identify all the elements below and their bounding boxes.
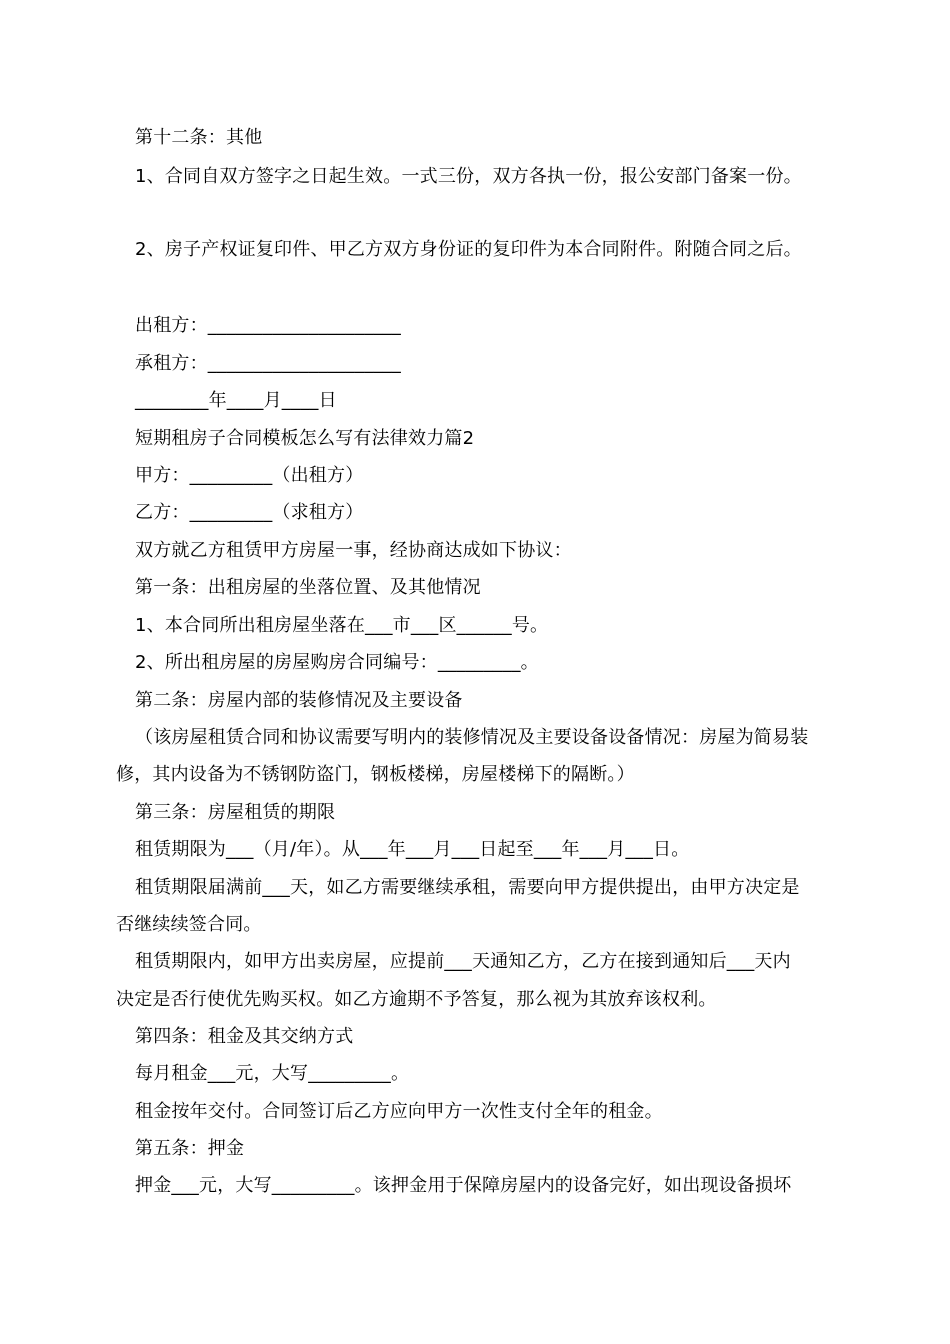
clause-3-term: 租赁期限为___（月/年）。从___年___月___日起至___年___月___日。 <box>135 839 690 860</box>
clause-1-2: 2、所出租房屋的房屋购房合同编号：_________。 <box>135 652 539 673</box>
clause-3-renewal: 租赁期限届满前___天，如乙方需要继续承租，需要向甲方提供提出，由甲方决定是 <box>135 877 800 898</box>
agreement-intro: 双方就乙方租赁甲方房屋一事，经协商达成如下协议： <box>135 540 572 561</box>
clause-12-1: 1、合同自双方签字之日起生效。一式三份，双方各执一份，报公安部门备案一份。 <box>135 166 802 187</box>
party-b-line: 乙方：_________（求租方） <box>135 502 364 523</box>
section-heading-12: 第十二条：其他 <box>135 127 263 148</box>
document-title: 短期租房子合同模板怎么写有法律效力篇2 <box>135 428 475 449</box>
party-a-line: 甲方：_________（出租方） <box>135 465 364 486</box>
clause-12-2: 2、房子产权证复印件、甲乙方双方身份证的复印件为本合同附件。附随合同之后。 <box>135 239 802 260</box>
clause-4-payment: 租金按年交付。合同签订后乙方应向甲方一次性支付全年的租金。 <box>135 1101 663 1122</box>
section-heading-4: 第四条：租金及其交纳方式 <box>135 1026 354 1047</box>
lessee-signature-line: 承租方：_____________________ <box>135 353 401 374</box>
clause-4-monthly-rent: 每月租金___元，大写_________。 <box>135 1063 410 1084</box>
lessor-signature-line: 出租方：_____________________ <box>135 315 401 336</box>
clause-5-deposit: 押金___元，大写_________。该押金用于保障房屋内的设备完好，如出现设备损坏 <box>135 1175 792 1196</box>
section-heading-2: 第二条：房屋内部的装修情况及主要设备 <box>135 690 463 711</box>
clause-3-sale: 租赁期限内，如甲方出卖房屋，应提前___天通知乙方，乙方在接到通知后___天内 <box>135 951 791 972</box>
section-heading-5: 第五条：押金 <box>135 1138 245 1159</box>
section-heading-3: 第三条：房屋租赁的期限 <box>135 802 336 823</box>
clause-1-1: 1、本合同所出租房屋坐落在___市___区______号。 <box>135 615 549 636</box>
clause-3-renewal-continued: 否继续续签合同。 <box>116 914 262 935</box>
clause-2-text-continued: 修，其内设备为不锈钢防盗门，钢板楼梯，房屋楼梯下的隔断。） <box>116 764 635 785</box>
clause-3-sale-continued: 决定是否行使优先购买权。如乙方逾期不予答复，那么视为其放弃该权利。 <box>116 989 717 1010</box>
clause-2-text: （该房屋租赁合同和协议需要写明内的装修情况及主要设备设备情况：房屋为简易装 <box>135 727 809 748</box>
section-heading-1: 第一条：出租房屋的坐落位置、及其他情况 <box>135 577 481 598</box>
signature-date-line: ________年____月____日 <box>135 390 337 411</box>
